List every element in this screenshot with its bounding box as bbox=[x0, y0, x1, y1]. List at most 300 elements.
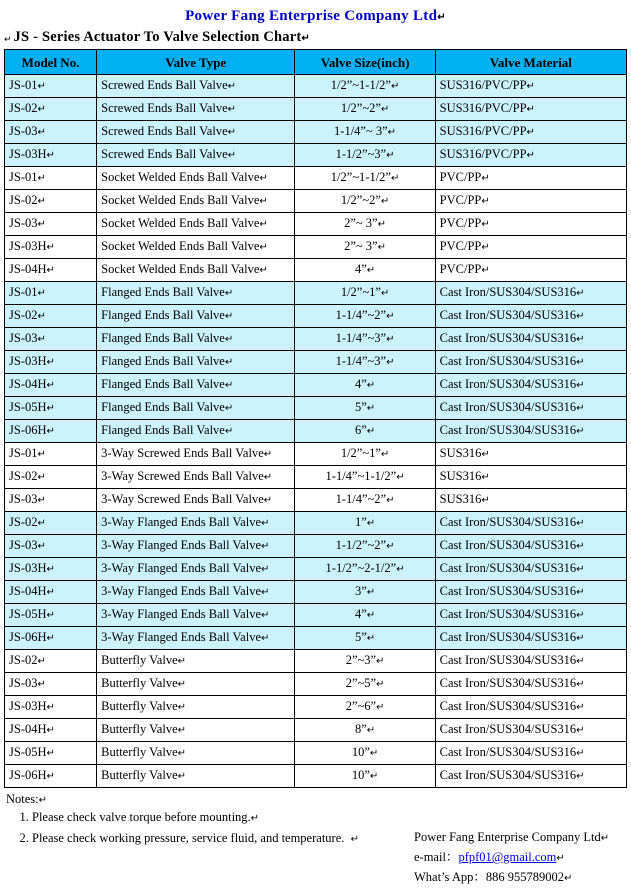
cell-model-no bbox=[5, 742, 97, 765]
cell-model-no-text: JS-03 bbox=[9, 216, 38, 230]
cell-pilcrow: ↵ bbox=[376, 656, 385, 667]
cell-model-no-text: JS-05H bbox=[9, 745, 47, 759]
table-row bbox=[5, 512, 627, 535]
cell-valve-type-text: Butterfly Valve bbox=[101, 768, 178, 782]
cell-pilcrow: ↵ bbox=[526, 150, 535, 161]
cell-model-no bbox=[5, 581, 97, 604]
cell-valve-material-text: Cast Iron/SUS304/SUS316 bbox=[439, 354, 577, 368]
cell-model-no-text: JS-02 bbox=[9, 515, 38, 529]
cell-valve-material-text: Cast Iron/SUS304/SUS316 bbox=[439, 653, 577, 667]
cell-pilcrow: ↵ bbox=[386, 334, 395, 345]
table-row bbox=[5, 259, 627, 282]
cell-pilcrow: ↵ bbox=[366, 426, 376, 437]
cell-pilcrow: ↵ bbox=[177, 702, 187, 713]
cell-pilcrow: ↵ bbox=[386, 541, 395, 552]
cell-valve-material-text: PVC/PP bbox=[439, 239, 482, 253]
cell-pilcrow: ↵ bbox=[576, 771, 585, 782]
cell-pilcrow: ↵ bbox=[481, 449, 490, 460]
cell-pilcrow: ↵ bbox=[46, 771, 55, 782]
cell-pilcrow: ↵ bbox=[576, 656, 585, 667]
cell-valve-size bbox=[295, 558, 435, 581]
cell-valve-type bbox=[97, 190, 295, 213]
cell-model-no-text: JS-01 bbox=[9, 78, 38, 92]
cell-model-no bbox=[5, 213, 97, 236]
cell-valve-type-text: Socket Welded Ends Ball Valve bbox=[101, 239, 260, 253]
cell-valve-size bbox=[295, 282, 435, 305]
cell-pilcrow: ↵ bbox=[37, 104, 46, 115]
cell-pilcrow: ↵ bbox=[366, 633, 376, 644]
cell-valve-size-text: 2”~ 3” bbox=[344, 216, 378, 230]
table-row bbox=[5, 719, 627, 742]
cell-pilcrow: ↵ bbox=[261, 610, 270, 621]
cell-model-no-text: JS-06H bbox=[9, 423, 47, 437]
cell-valve-size bbox=[295, 144, 435, 167]
cell-valve-size bbox=[295, 259, 435, 282]
pilcrow-mark: ↵ bbox=[437, 12, 446, 23]
cell-pilcrow: ↵ bbox=[377, 219, 386, 230]
cell-valve-type bbox=[97, 604, 295, 627]
cell-pilcrow: ↵ bbox=[576, 725, 585, 736]
cell-pilcrow: ↵ bbox=[46, 380, 55, 391]
cell-valve-size-text: 1/2”~1-1/2” bbox=[330, 78, 391, 92]
cell-valve-size-text: 1-1/4”~1-1/2” bbox=[325, 469, 397, 483]
cell-valve-material bbox=[435, 535, 626, 558]
cell-valve-type bbox=[97, 443, 295, 466]
page-title-text: Power Fang Enterprise Company Ltd bbox=[185, 8, 438, 24]
subtitle-pilcrow: ↵ bbox=[301, 33, 310, 44]
cell-pilcrow: ↵ bbox=[526, 81, 535, 92]
cell-pilcrow: ↵ bbox=[259, 196, 268, 207]
cell-pilcrow: ↵ bbox=[263, 472, 273, 483]
cell-valve-type bbox=[97, 213, 295, 236]
cell-pilcrow: ↵ bbox=[263, 495, 273, 506]
cell-pilcrow: ↵ bbox=[46, 403, 55, 414]
cell-valve-size-text: 1/2”~1” bbox=[340, 446, 381, 460]
cell-pilcrow: ↵ bbox=[576, 380, 585, 391]
cell-valve-material-text: Cast Iron/SUS304/SUS316 bbox=[439, 538, 577, 552]
cell-valve-size-text: 10” bbox=[351, 768, 370, 782]
cell-valve-material-text: Cast Iron/SUS304/SUS316 bbox=[439, 331, 577, 345]
note-pilcrow: ↵ bbox=[250, 813, 260, 824]
cell-pilcrow: ↵ bbox=[46, 633, 55, 644]
cell-valve-size-text: 1” bbox=[354, 515, 367, 529]
cell-valve-material-text: Cast Iron/SUS304/SUS316 bbox=[439, 515, 577, 529]
cell-valve-material bbox=[435, 328, 626, 351]
cell-model-no-text: JS-03H bbox=[9, 147, 47, 161]
cell-valve-type-text: Screwed Ends Ball Valve bbox=[101, 124, 228, 138]
cell-model-no bbox=[5, 604, 97, 627]
cell-pilcrow: ↵ bbox=[576, 334, 585, 345]
cell-valve-type bbox=[97, 627, 295, 650]
cell-valve-size bbox=[295, 75, 435, 98]
cell-valve-size bbox=[295, 420, 435, 443]
footer-pilcrow: ↵ bbox=[600, 833, 610, 844]
cell-valve-size bbox=[295, 305, 435, 328]
cell-pilcrow: ↵ bbox=[576, 311, 585, 322]
cell-valve-material-text: Cast Iron/SUS304/SUS316 bbox=[439, 308, 577, 322]
cell-model-no bbox=[5, 374, 97, 397]
cell-pilcrow: ↵ bbox=[366, 265, 376, 276]
cell-model-no bbox=[5, 305, 97, 328]
cell-valve-type-text: Screwed Ends Ball Valve bbox=[101, 147, 228, 161]
cell-pilcrow: ↵ bbox=[390, 173, 400, 184]
cell-pilcrow: ↵ bbox=[224, 334, 234, 345]
cell-valve-size bbox=[295, 489, 435, 512]
cell-valve-type-text: Screwed Ends Ball Valve bbox=[101, 78, 228, 92]
cell-pilcrow: ↵ bbox=[37, 518, 46, 529]
cell-valve-material-text: SUS316/PVC/PP bbox=[439, 78, 527, 92]
cell-pilcrow: ↵ bbox=[366, 403, 376, 414]
column-header-valve-type: Valve Type bbox=[97, 50, 295, 75]
cell-valve-type bbox=[97, 144, 295, 167]
cell-valve-type bbox=[97, 374, 295, 397]
cell-pilcrow: ↵ bbox=[576, 403, 585, 414]
table-row bbox=[5, 604, 627, 627]
table-header bbox=[5, 50, 627, 75]
table-body bbox=[5, 75, 627, 788]
footer-contact-block bbox=[414, 828, 609, 888]
cell-valve-size-text: 1-1/2”~2-1/2” bbox=[325, 561, 397, 575]
cell-pilcrow: ↵ bbox=[227, 104, 237, 115]
cell-valve-size-text: 1/2”~2” bbox=[340, 101, 381, 115]
cell-valve-material-text: Cast Iron/SUS304/SUS316 bbox=[439, 745, 577, 759]
cell-model-no bbox=[5, 443, 97, 466]
cell-valve-size bbox=[295, 121, 435, 144]
cell-model-no-text: JS-01 bbox=[9, 285, 38, 299]
cell-pilcrow: ↵ bbox=[481, 495, 490, 506]
cell-valve-size bbox=[295, 98, 435, 121]
cell-pilcrow: ↵ bbox=[227, 150, 237, 161]
cell-valve-material bbox=[435, 144, 626, 167]
cell-valve-type-text: 3-Way Screwed Ends Ball Valve bbox=[101, 446, 264, 460]
cell-valve-size-text: 4” bbox=[354, 607, 367, 621]
cell-valve-material-text: PVC/PP bbox=[439, 193, 482, 207]
cell-pilcrow: ↵ bbox=[37, 127, 46, 138]
footer-email-link[interactable]: pfpf01@gmail.com bbox=[458, 850, 557, 864]
table-header-row bbox=[5, 50, 627, 75]
cell-model-no bbox=[5, 75, 97, 98]
cell-model-no bbox=[5, 121, 97, 144]
cell-valve-size-text: 8” bbox=[354, 722, 367, 736]
cell-valve-size-text: 6” bbox=[354, 423, 367, 437]
cell-model-no bbox=[5, 259, 97, 282]
column-header-valve-material: Valve Material bbox=[435, 50, 626, 75]
table-row bbox=[5, 236, 627, 259]
cell-valve-size bbox=[295, 443, 435, 466]
cell-pilcrow: ↵ bbox=[377, 242, 386, 253]
cell-pilcrow: ↵ bbox=[390, 81, 400, 92]
cell-pilcrow: ↵ bbox=[481, 219, 490, 230]
cell-valve-type bbox=[97, 696, 295, 719]
cell-valve-size bbox=[295, 190, 435, 213]
cell-pilcrow: ↵ bbox=[37, 449, 46, 460]
cell-valve-material-text: Cast Iron/SUS304/SUS316 bbox=[439, 630, 577, 644]
cell-valve-type bbox=[97, 282, 295, 305]
cell-pilcrow: ↵ bbox=[576, 426, 585, 437]
cell-model-no-text: JS-03H bbox=[9, 699, 47, 713]
cell-valve-material-text: Cast Iron/SUS304/SUS316 bbox=[439, 768, 577, 782]
cell-valve-size bbox=[295, 719, 435, 742]
cell-pilcrow: ↵ bbox=[376, 679, 385, 690]
cell-valve-material-text: SUS316 bbox=[439, 469, 482, 483]
cell-pilcrow: ↵ bbox=[369, 771, 379, 782]
cell-valve-type bbox=[97, 466, 295, 489]
cell-model-no bbox=[5, 719, 97, 742]
cell-valve-size bbox=[295, 167, 435, 190]
cell-pilcrow: ↵ bbox=[224, 403, 234, 414]
cell-valve-size bbox=[295, 466, 435, 489]
cell-model-no-text: JS-03 bbox=[9, 538, 38, 552]
cell-valve-material-text: PVC/PP bbox=[439, 216, 482, 230]
table-row bbox=[5, 581, 627, 604]
cell-pilcrow: ↵ bbox=[380, 449, 390, 460]
cell-valve-type-text: 3-Way Flanged Ends Ball Valve bbox=[101, 584, 261, 598]
cell-pilcrow: ↵ bbox=[366, 587, 376, 598]
cell-pilcrow: ↵ bbox=[259, 219, 268, 230]
cell-model-no bbox=[5, 144, 97, 167]
cell-model-no bbox=[5, 351, 97, 374]
cell-pilcrow: ↵ bbox=[37, 472, 46, 483]
cell-model-no-text: JS-05H bbox=[9, 607, 47, 621]
cell-pilcrow: ↵ bbox=[46, 748, 55, 759]
cell-pilcrow: ↵ bbox=[366, 725, 376, 736]
cell-valve-material-text: Cast Iron/SUS304/SUS316 bbox=[439, 377, 577, 391]
cell-pilcrow: ↵ bbox=[386, 357, 395, 368]
cell-valve-type bbox=[97, 259, 295, 282]
cell-model-no bbox=[5, 535, 97, 558]
cell-pilcrow: ↵ bbox=[177, 748, 187, 759]
cell-model-no-text: JS-03H bbox=[9, 561, 47, 575]
cell-valve-material-text: Cast Iron/SUS304/SUS316 bbox=[439, 676, 577, 690]
table-row bbox=[5, 98, 627, 121]
cell-valve-material bbox=[435, 98, 626, 121]
cell-pilcrow: ↵ bbox=[259, 242, 268, 253]
cell-valve-type bbox=[97, 673, 295, 696]
cell-valve-material bbox=[435, 673, 626, 696]
cell-valve-size bbox=[295, 765, 435, 788]
cell-valve-type bbox=[97, 75, 295, 98]
cell-valve-material bbox=[435, 765, 626, 788]
cell-valve-size-text: 5” bbox=[354, 630, 367, 644]
cell-valve-type bbox=[97, 512, 295, 535]
cell-pilcrow: ↵ bbox=[576, 702, 585, 713]
cell-pilcrow: ↵ bbox=[46, 564, 55, 575]
cell-pilcrow: ↵ bbox=[386, 150, 395, 161]
cell-valve-type bbox=[97, 742, 295, 765]
cell-model-no-text: JS-02 bbox=[9, 653, 38, 667]
table-row bbox=[5, 443, 627, 466]
cell-valve-size bbox=[295, 650, 435, 673]
cell-valve-type bbox=[97, 121, 295, 144]
cell-model-no-text: JS-06H bbox=[9, 630, 47, 644]
cell-model-no-text: JS-04H bbox=[9, 722, 47, 736]
cell-valve-material-text: Cast Iron/SUS304/SUS316 bbox=[439, 607, 577, 621]
cell-pilcrow: ↵ bbox=[576, 564, 585, 575]
cell-pilcrow: ↵ bbox=[37, 541, 46, 552]
footer-whatsapp-label: What’s App： bbox=[414, 870, 486, 884]
cell-valve-material bbox=[435, 627, 626, 650]
cell-pilcrow: ↵ bbox=[576, 587, 585, 598]
cell-valve-type-text: Screwed Ends Ball Valve bbox=[101, 101, 228, 115]
table-row bbox=[5, 696, 627, 719]
cell-valve-size-text: 1/2”~2” bbox=[340, 193, 381, 207]
cell-valve-size bbox=[295, 512, 435, 535]
cell-valve-type-text: Flanged Ends Ball Valve bbox=[101, 423, 225, 437]
cell-pilcrow: ↵ bbox=[224, 426, 234, 437]
cell-pilcrow: ↵ bbox=[37, 679, 46, 690]
cell-valve-material bbox=[435, 581, 626, 604]
cell-model-no bbox=[5, 696, 97, 719]
cell-valve-size bbox=[295, 581, 435, 604]
cell-valve-type-text: Butterfly Valve bbox=[101, 722, 178, 736]
cell-model-no bbox=[5, 190, 97, 213]
cell-valve-material-text: SUS316 bbox=[439, 492, 482, 506]
cell-pilcrow: ↵ bbox=[263, 449, 273, 460]
cell-valve-size bbox=[295, 627, 435, 650]
cell-valve-type bbox=[97, 765, 295, 788]
note-item bbox=[32, 808, 631, 828]
cell-pilcrow: ↵ bbox=[259, 265, 268, 276]
cell-valve-type-text: 3-Way Flanged Ends Ball Valve bbox=[101, 515, 261, 529]
cell-pilcrow: ↵ bbox=[481, 242, 490, 253]
cell-pilcrow: ↵ bbox=[576, 610, 585, 621]
table-row bbox=[5, 489, 627, 512]
cell-pilcrow: ↵ bbox=[227, 81, 237, 92]
cell-valve-size-text: 1-1/4”~2” bbox=[335, 492, 387, 506]
cell-model-no bbox=[5, 466, 97, 489]
cell-valve-type bbox=[97, 581, 295, 604]
cell-valve-material bbox=[435, 558, 626, 581]
cell-valve-size bbox=[295, 742, 435, 765]
cell-pilcrow: ↵ bbox=[37, 288, 46, 299]
cell-pilcrow: ↵ bbox=[46, 587, 55, 598]
cell-valve-type-text: Socket Welded Ends Ball Valve bbox=[101, 193, 260, 207]
cell-valve-size-text: 1-1/4”~2” bbox=[335, 308, 387, 322]
cell-valve-type-text: Socket Welded Ends Ball Valve bbox=[101, 170, 260, 184]
cell-valve-type bbox=[97, 420, 295, 443]
cell-model-no-text: JS-02 bbox=[9, 193, 38, 207]
footer-whatsapp bbox=[414, 868, 609, 888]
cell-model-no bbox=[5, 328, 97, 351]
cell-valve-type-text: Socket Welded Ends Ball Valve bbox=[101, 216, 260, 230]
table-row bbox=[5, 535, 627, 558]
cell-valve-material bbox=[435, 489, 626, 512]
cell-valve-material bbox=[435, 696, 626, 719]
table-row bbox=[5, 742, 627, 765]
cell-model-no-text: JS-05H bbox=[9, 400, 47, 414]
column-header-model-no: Model No. bbox=[5, 50, 97, 75]
cell-valve-size-text: 3” bbox=[354, 584, 367, 598]
cell-valve-type bbox=[97, 167, 295, 190]
cell-model-no-text: JS-04H bbox=[9, 262, 47, 276]
cell-pilcrow: ↵ bbox=[386, 495, 395, 506]
cell-pilcrow: ↵ bbox=[177, 725, 187, 736]
cell-valve-type-text: Socket Welded Ends Ball Valve bbox=[101, 262, 260, 276]
cell-valve-size-text: 1/2”~1-1/2” bbox=[330, 170, 391, 184]
table-row bbox=[5, 305, 627, 328]
cell-pilcrow: ↵ bbox=[387, 127, 397, 138]
cell-valve-material bbox=[435, 443, 626, 466]
cell-model-no-text: JS-06H bbox=[9, 768, 47, 782]
cell-model-no bbox=[5, 236, 97, 259]
cell-pilcrow: ↵ bbox=[261, 518, 270, 529]
cell-pilcrow: ↵ bbox=[259, 173, 268, 184]
cell-pilcrow: ↵ bbox=[37, 81, 46, 92]
cell-valve-type-text: Flanged Ends Ball Valve bbox=[101, 377, 225, 391]
cell-valve-type-text: Flanged Ends Ball Valve bbox=[101, 331, 225, 345]
cell-valve-material-text: PVC/PP bbox=[439, 170, 482, 184]
cell-valve-type bbox=[97, 719, 295, 742]
cell-valve-size-text: 1-1/4”~3” bbox=[335, 331, 387, 345]
paragraph-marker-icon: ↵ bbox=[4, 34, 12, 44]
cell-model-no-text: JS-03 bbox=[9, 492, 38, 506]
cell-model-no bbox=[5, 650, 97, 673]
cell-pilcrow: ↵ bbox=[37, 196, 46, 207]
cell-valve-size-text: 4” bbox=[354, 262, 367, 276]
cell-pilcrow: ↵ bbox=[526, 127, 535, 138]
cell-valve-type-text: Flanged Ends Ball Valve bbox=[101, 308, 225, 322]
cell-pilcrow: ↵ bbox=[526, 104, 535, 115]
cell-valve-size-text: 1/2”~1” bbox=[340, 285, 381, 299]
cell-pilcrow: ↵ bbox=[46, 702, 55, 713]
cell-model-no bbox=[5, 98, 97, 121]
cell-pilcrow: ↵ bbox=[380, 196, 390, 207]
cell-valve-material-text: Cast Iron/SUS304/SUS316 bbox=[439, 400, 577, 414]
cell-pilcrow: ↵ bbox=[177, 771, 187, 782]
cell-valve-size bbox=[295, 696, 435, 719]
cell-valve-material bbox=[435, 236, 626, 259]
cell-model-no-text: JS-02 bbox=[9, 308, 38, 322]
cell-pilcrow: ↵ bbox=[37, 173, 46, 184]
cell-model-no-text: JS-03 bbox=[9, 331, 38, 345]
cell-valve-material-text: SUS316/PVC/PP bbox=[439, 147, 527, 161]
cell-pilcrow: ↵ bbox=[224, 380, 234, 391]
table-row bbox=[5, 627, 627, 650]
subtitle-row bbox=[0, 29, 631, 46]
cell-valve-size-text: 4” bbox=[354, 377, 367, 391]
footer-email bbox=[414, 848, 609, 868]
cell-valve-size-text: 1-1/4”~3” bbox=[335, 354, 387, 368]
cell-model-no bbox=[5, 167, 97, 190]
cell-valve-material bbox=[435, 167, 626, 190]
cell-valve-material bbox=[435, 397, 626, 420]
cell-pilcrow: ↵ bbox=[37, 311, 46, 322]
cell-valve-material-text: Cast Iron/SUS304/SUS316 bbox=[439, 584, 577, 598]
cell-valve-material bbox=[435, 420, 626, 443]
cell-model-no-text: JS-03 bbox=[9, 124, 38, 138]
cell-valve-size-text: 2”~6” bbox=[345, 699, 377, 713]
cell-valve-size bbox=[295, 328, 435, 351]
cell-pilcrow: ↵ bbox=[224, 311, 234, 322]
cell-pilcrow: ↵ bbox=[481, 472, 490, 483]
cell-model-no bbox=[5, 558, 97, 581]
cell-valve-material-text: SUS316 bbox=[439, 446, 482, 460]
cell-valve-material bbox=[435, 604, 626, 627]
table-row bbox=[5, 374, 627, 397]
cell-model-no-text: JS-04H bbox=[9, 584, 47, 598]
cell-model-no bbox=[5, 420, 97, 443]
table-row bbox=[5, 328, 627, 351]
cell-valve-material bbox=[435, 259, 626, 282]
column-header-valve-size: Valve Size(inch) bbox=[295, 50, 435, 75]
cell-pilcrow: ↵ bbox=[37, 656, 46, 667]
cell-model-no-text: JS-02 bbox=[9, 469, 38, 483]
cell-pilcrow: ↵ bbox=[46, 150, 55, 161]
cell-valve-type-text: 3-Way Flanged Ends Ball Valve bbox=[101, 607, 261, 621]
footer-whatsapp-number: 886 955789002 bbox=[485, 870, 564, 884]
cell-valve-type-text: 3-Way Flanged Ends Ball Valve bbox=[101, 538, 261, 552]
cell-valve-type-text: Butterfly Valve bbox=[101, 699, 178, 713]
